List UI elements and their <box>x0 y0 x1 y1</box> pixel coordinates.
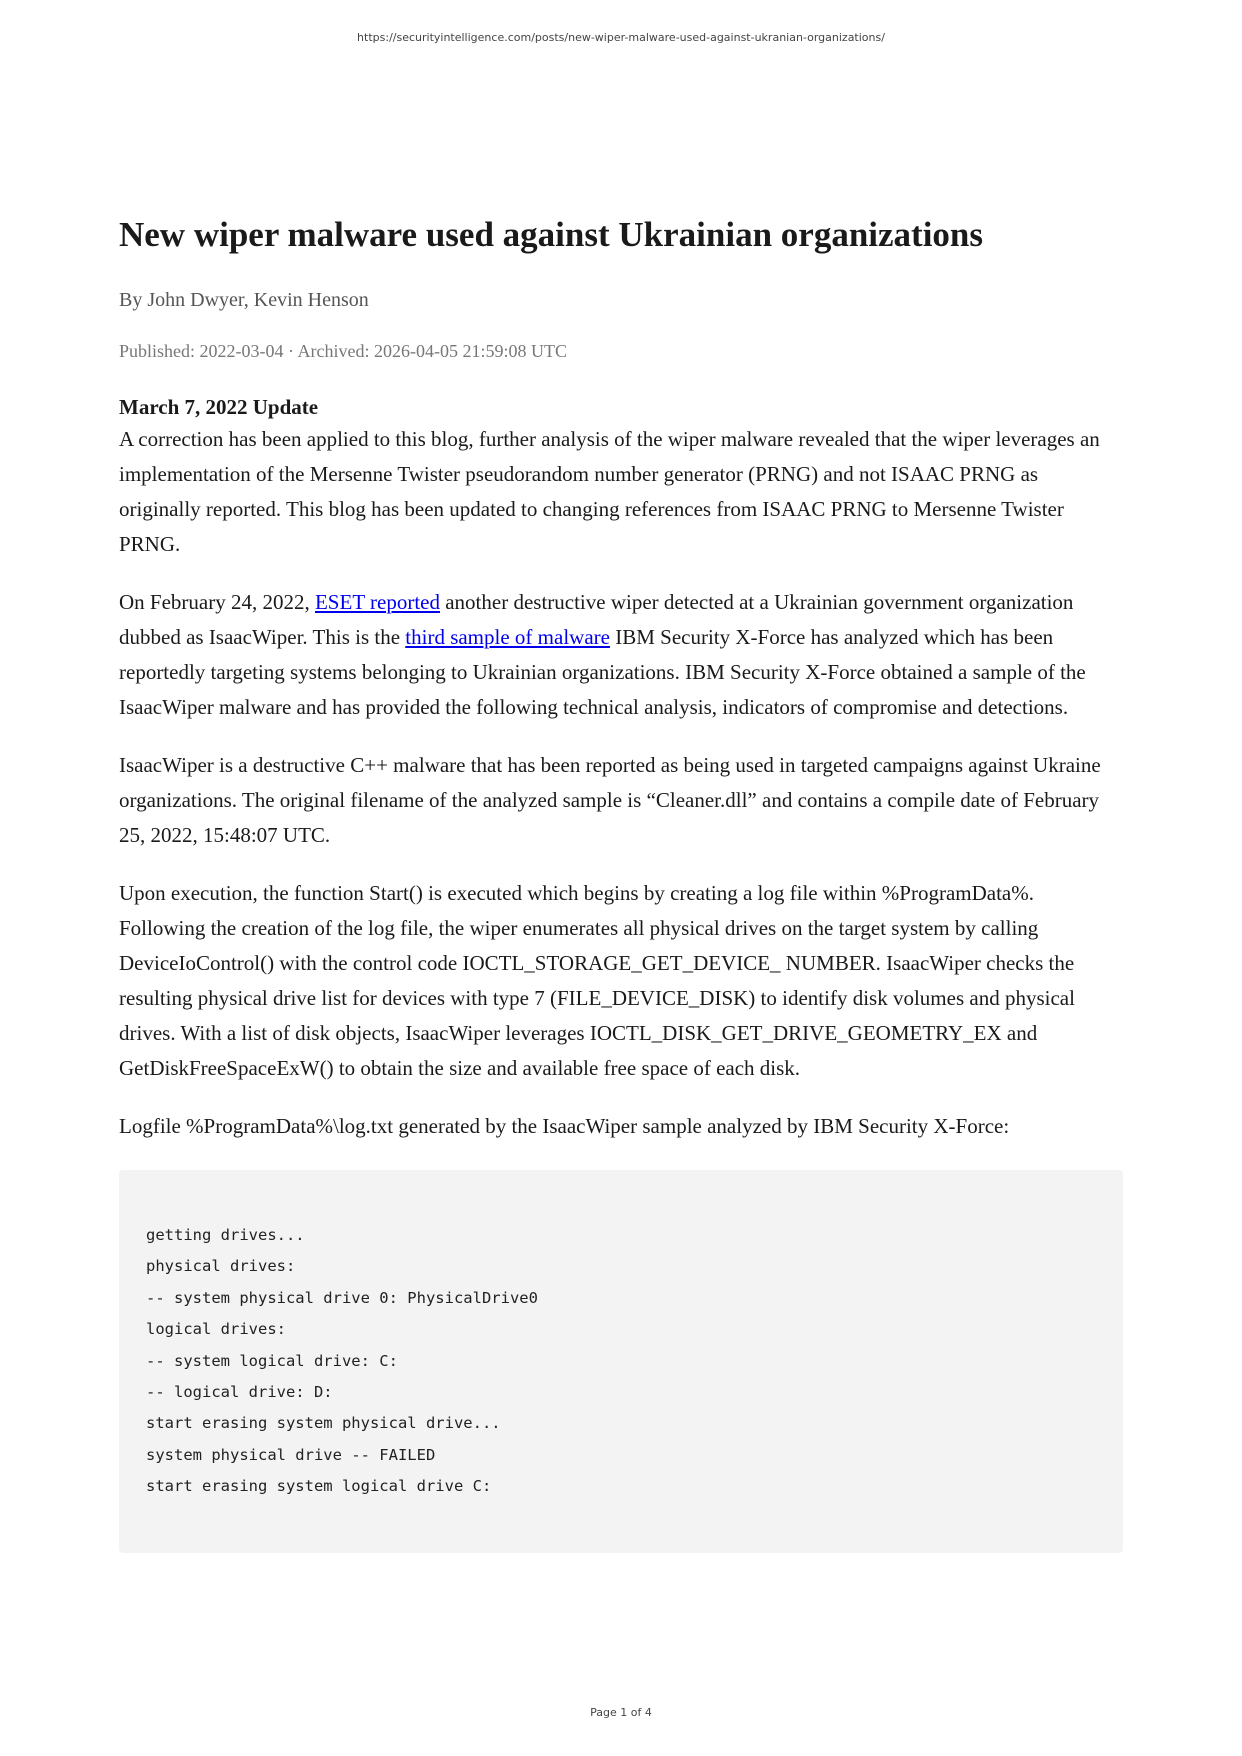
code-line: -- system logical drive: C: <box>146 1351 398 1370</box>
paragraph-logfile: Logfile %ProgramData%\log.txt generated by the IsaacWiper sample analyzed by IBM Security X-Force: <box>119 1114 1010 1138</box>
code-line: logical drives: <box>146 1320 286 1339</box>
code-line: getting drives... <box>146 1226 305 1244</box>
paragraph-overview: IsaacWiper is a destructive C++ malware that has been reported as being used in targeted campaigns against Ukraine organizations. The original filename of the analyzed sample is “Cleaner.dll” and contains a compile date of February 25, 2022, 15:48:07 UTC. <box>119 753 1101 847</box>
page-number: Page 1 of 4 <box>590 1706 652 1719</box>
text: IBM Security X-Force has analyzed which has been reportedly targeting systems belonging to Ukrainian organizations. IBM Security X-Force obtained a sample of the IsaacWiper malware and has provided the following technical analysis, indicators of compromise and detections. <box>119 625 1086 719</box>
eset-reported-link[interactable]: ESET reported <box>314 590 440 614</box>
paragraph-execution: Upon execution, the function Start() is executed which begins by creating a log file within %ProgramData%. Following the creation of the log file, the wiper enumerates all physical drives on the target system by calling DeviceIoControl() with the control code IOCTL_STORAGE_GET_DEVICE_ NUMBER. IsaacWiper checks the resulting physical drive list for devices with type 7 (FILE_DEVICE_DISK) to identify disk volumes and physical drives. With a list of disk objects, IsaacWiper leverages IOCTL_DISK_GET_DRIVE_GEOMETRY_EX and GetDiskFreeSpaceExW() to obtain the size and available free space of each disk. <box>119 881 1075 1080</box>
byline: By John Dwyer, Kevin Henson <box>119 289 369 311</box>
code-line: physical drives: <box>146 1257 296 1276</box>
code-block <box>119 1170 1123 1553</box>
code-line: start erasing system physical drive... <box>146 1414 501 1433</box>
paragraph-correction: A correction has been applied to this blog, further analysis of the wiper malware revealed that the wiper leverages an implementation of the Mersenne Twister pseudorandom number generator (PRNG) and not ISAAC PRNG as originally reported. This blog has been updated to changing references from ISAAC PRNG to Mersenne Twister PRNG. <box>119 427 1100 556</box>
article-title: New wiper malware used against Ukrainian organizations <box>119 215 984 254</box>
code-line: start erasing system logical drive C: <box>146 1477 492 1496</box>
update-heading: March 7, 2022 Update <box>119 395 319 419</box>
text: On February 24, 2022, <box>119 590 315 614</box>
code-line: -- logical drive: D: <box>146 1383 333 1402</box>
third-sample-link[interactable]: third sample of malware <box>405 625 610 649</box>
code-line: system physical drive -- FAILED <box>146 1445 436 1464</box>
page-url: https://securityintelligence.com/posts/new-wiper-malware-used-against-ukranian-organizations/ <box>357 31 885 44</box>
publish-meta: Published: 2022-03-04 · Archived: 2026-04-05 21:59:08 UTC <box>119 341 567 361</box>
code-line: -- system physical drive 0: PhysicalDrive0 <box>146 1288 538 1307</box>
text: another destructive wiper detected at a Ukrainian government organization dubbed as IsaacWiper. This is the <box>119 590 1074 649</box>
article <box>119 212 1123 1553</box>
paragraph-intro <box>119 585 1123 725</box>
